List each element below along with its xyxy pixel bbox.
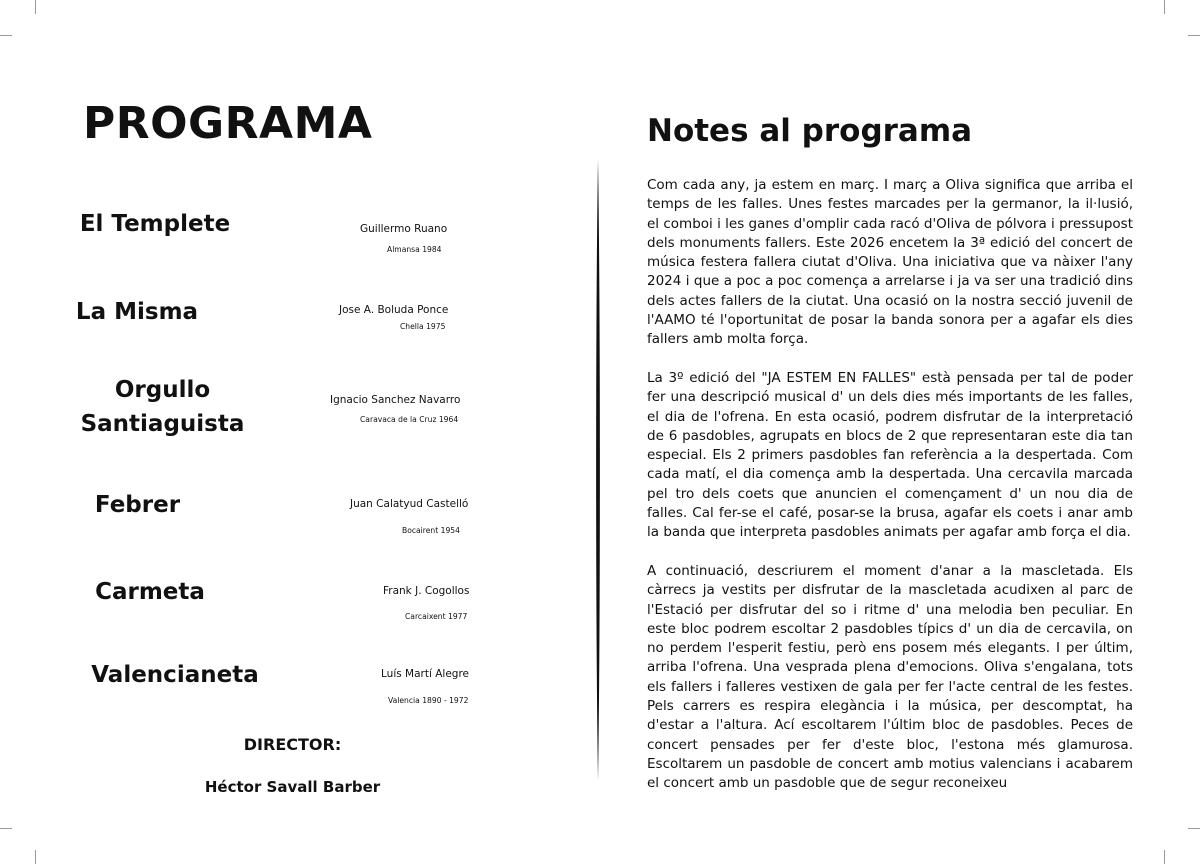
- crop-mark: [35, 850, 36, 864]
- crop-mark: [1164, 850, 1165, 864]
- piece-origin: Chella 1975: [400, 322, 446, 331]
- crop-mark: [1188, 35, 1200, 36]
- piece-title: Febrer: [94, 492, 181, 518]
- piece-composer: Guillermo Ruano: [360, 223, 448, 235]
- page-divider: [594, 160, 602, 780]
- piece-origin: Valencia 1890 - 1972: [388, 696, 469, 705]
- piece-origin: Caravaca de la Cruz 1964: [360, 415, 459, 424]
- piece-composer: Ignacio Sanchez Navarro: [330, 394, 461, 406]
- director-label: DIRECTOR:: [243, 735, 342, 754]
- crop-mark: [1164, 0, 1165, 14]
- piece-title: La Misma: [75, 299, 199, 325]
- piece-origin: Bocairent 1954: [402, 526, 460, 535]
- crop-mark: [35, 0, 36, 14]
- crop-mark: [0, 35, 12, 36]
- notes-paragraph: A continuació, descriurem el moment d'anar a la mascletada. Els càrrecs ja vestits per disfrutar de la mascletada acudixen al parc de l'Estació per disfrutar del so i ritme d' una melodia ben peculiar. En este bloc podrem escoltar 2 pasdobles típics d' un dia de cercavila, on no perdem l'esperit festiu, però ens posem més elegants. I per últim, arriba l'ofrena. Una vesprada plena d'emocions. Oliva s'engalana, tots els fallers i falleres vestixen de gala per fer l'acte central de les festes. Pels carrers es respira elegància i la música, per descomptat, ha d'estar a l'altura. Ací escoltarem l'últim bloc de pasdobles. Peces de concert pensades per fer d'este bloc, l'estona més glamurosa. Escoltarem un pasdoble de concert amb motius valencians i acabarem el concert amb un pasdoble que de segur reconeixeu: [647, 562, 1133, 792]
- crop-mark: [0, 828, 12, 829]
- piece-composer: Jose A. Boluda Ponce: [339, 304, 449, 316]
- piece-origin: Almansa 1984: [387, 245, 442, 254]
- piece-title: Carmeta: [95, 579, 205, 605]
- piece-composer: Luís Martí Alegre: [381, 668, 469, 680]
- piece-composer: Frank J. Cogollos: [383, 585, 470, 597]
- notes-paragraph: Com cada any, ja estem en març. I març a Oliva significa que arriba el temps de les falles. Unes festes marcades per la germanor, la il·lusió, el comboi i les ganes d'omplir cada racó d'Oliva de pólvora i pressupost dels monuments fallers. Este 2026 encetem la 3ª edició del concert de música festera fallera ciutat d'Oliva. Una iniciativa que va nàixer l'any 2024 i que a poc a poc comença a arrelarse i ja va ser una tradició dins dels actes fallers de la ciutat. Una ocasió on la nostra secció juvenil de l'AAMO té l'oportunitat de posar la banda sonora per a agafar els dies fallers amb molta força.: [647, 177, 1133, 348]
- piece-title: Orgullo Santiaguista: [80, 377, 245, 437]
- notes-paragraph: La 3º edició del "JA ESTEM EN FALLES" està pensada per tal de poder fer una descripció musical d' un dels dies més importants de les falles, el dia de l'ofrena. En esta ocasió, podrem disfrutar de la interpretació de 6 pasdobles, agrupats en blocs de 2 que representaran este dia tan especial. Els 2 primers pasdobles fan referència a la despertada. Com cada matí, el dia comença amb la despertada. Una cercavila marcada pel tro dels coets que anuncien el començament d' un nou dia de falles. Cal fer-se el café, posar-se la brusa, agafar els coets i anar amb la banda que interpreta pasdobles animats per agafar amb força el dia.: [647, 369, 1133, 541]
- crop-mark: [1188, 828, 1200, 829]
- piece-title: Valencianeta: [91, 662, 259, 688]
- director-name: Héctor Savall Barber: [204, 778, 381, 796]
- programa-title: PROGRAMA: [83, 98, 373, 149]
- notes-body: [647, 176, 1133, 813]
- notes-title: Notes al programa: [647, 113, 973, 149]
- piece-title: El Templete: [79, 211, 231, 237]
- piece-origin: Carcaixent 1977: [405, 612, 468, 621]
- piece-composer: Juan Calatyud Castelló: [350, 498, 469, 510]
